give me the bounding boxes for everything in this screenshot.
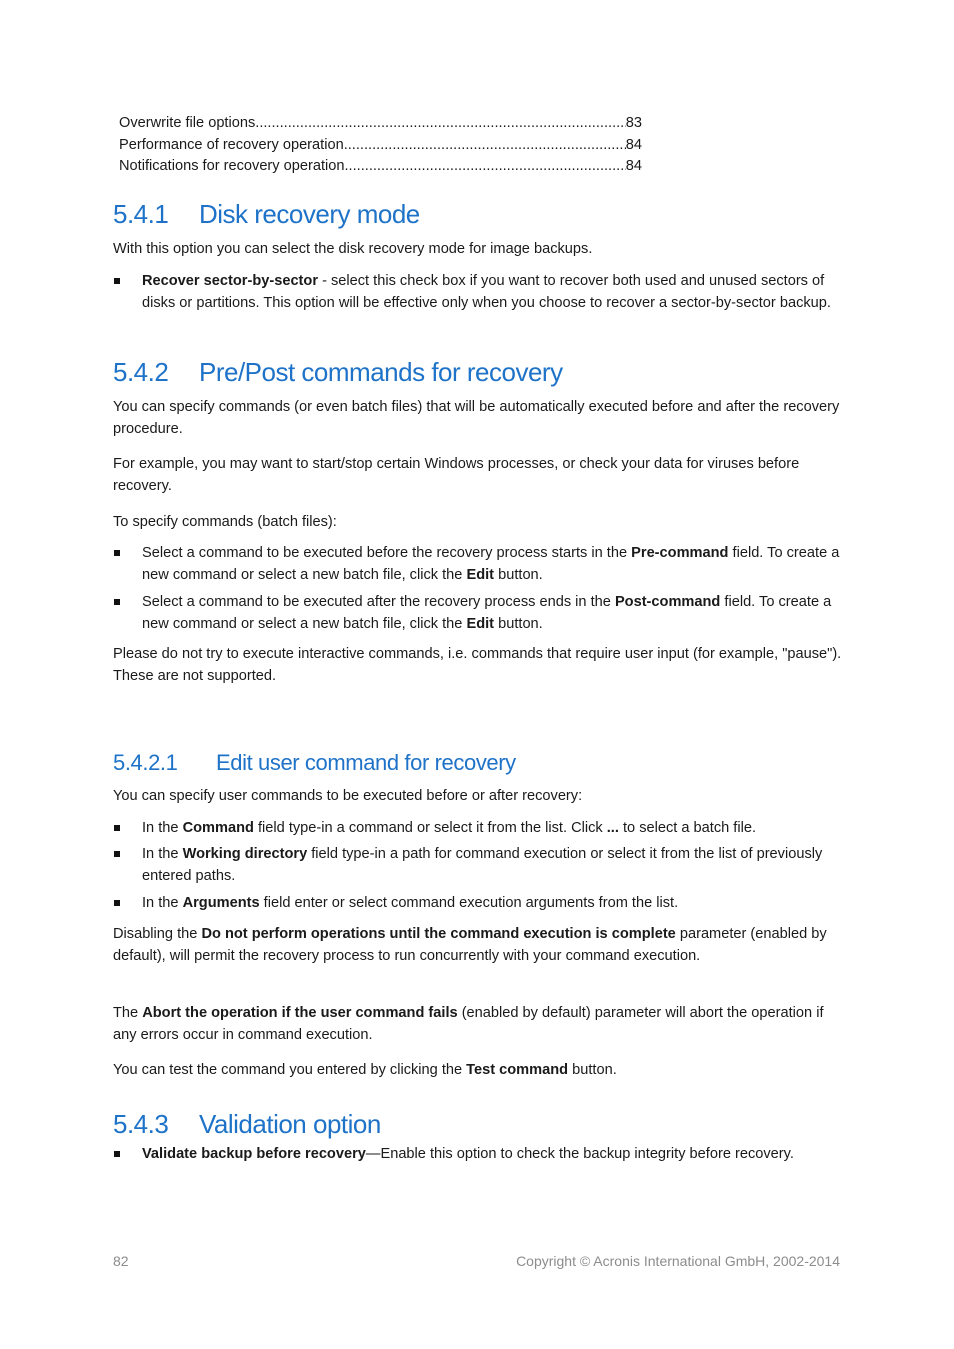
toc-entry[interactable]	[119, 113, 642, 135]
bold-term: Test command	[466, 1062, 569, 1078]
section-heading-pre-post-commands	[113, 357, 563, 387]
bold-term: Post-command	[614, 594, 721, 610]
toc-leader	[255, 113, 626, 135]
paragraph-text: The	[113, 1005, 143, 1021]
bullet-icon	[114, 1151, 120, 1157]
paragraph-text: (enabled by default) parameter will abort the operation if any errors occur in command execution.	[113, 1005, 824, 1043]
list-item-text: field. To create a new command or select a new batch file, click the	[142, 545, 840, 583]
toc-entry-page: 84	[625, 158, 642, 174]
paragraph-text: You can test the command you entered by clicking the	[113, 1062, 467, 1078]
bullet-icon	[114, 278, 120, 284]
paragraph	[113, 1003, 843, 1046]
toc-entry-page: 83	[625, 115, 642, 131]
section-number: 5.4.1	[113, 199, 169, 229]
bold-term: Edit	[466, 566, 495, 583]
list-item-text: In the	[142, 895, 183, 911]
list-item-text: Select a command to be executed before the recovery process starts in the	[142, 545, 632, 561]
bold-term: Working directory	[182, 846, 308, 862]
paragraph: You can specify commands (or even batch files) that will be automatically executed before and after the recovery procedure.	[113, 399, 840, 437]
list-item-text: to select a batch file.	[618, 820, 757, 836]
toc-leader	[345, 156, 626, 178]
bold-term: Validate backup before recovery	[142, 1146, 366, 1162]
subsection-heading-edit-user-command	[113, 750, 516, 776]
list-item-text: Select a command to be executed after the recovery process ends in the	[142, 594, 615, 610]
list-item	[142, 818, 842, 840]
toc-entry[interactable]	[119, 135, 642, 157]
list-item-text: button.	[494, 566, 543, 583]
paragraph-text: button.	[568, 1062, 617, 1078]
section-title: Edit user command for recovery	[216, 750, 516, 775]
toc-entry-title: Performance of recovery operation	[119, 136, 344, 153]
paragraph-text: parameter (enabled by default), will permit the recovery process to run concurrently with your command execution.	[113, 926, 827, 964]
list-item-text: —Enable this option to check the backup integrity before recovery.	[365, 1146, 794, 1162]
bold-term: ...	[606, 820, 619, 836]
list-item-text: field enter or select command execution arguments from the list.	[259, 895, 679, 911]
list-item	[142, 844, 842, 887]
bullet-icon	[114, 851, 120, 857]
toc-entry[interactable]	[119, 156, 642, 178]
bold-term: Arguments	[182, 895, 260, 911]
toc-entry-page: 84	[625, 136, 642, 153]
section-number: 5.4.2	[113, 357, 169, 387]
paragraph	[113, 924, 843, 967]
bold-term: Pre-command	[631, 545, 729, 561]
section-number: 5.4.2.1	[113, 750, 178, 775]
bold-term: Command	[182, 820, 254, 836]
paragraph: Please do not try to execute interactive commands, i.e. commands that require user input (for example, "pause"). These are not supported.	[113, 646, 842, 684]
list-item-text: field type-in a command or select it from the list. Click	[253, 820, 607, 836]
toc-entry-title: Overwrite file options	[119, 115, 256, 131]
section-title: Disk recovery mode	[199, 199, 420, 229]
section-heading-disk-recovery-mode	[113, 199, 420, 229]
list-item	[142, 893, 842, 915]
list-item	[142, 543, 842, 586]
list-item-text: - select this check box if you want to recover both used and unused sectors of disks or partitions. This option will be effective only when you choose to recover a sector-by-sector backup.	[142, 273, 831, 311]
toc-leader	[344, 135, 626, 157]
toc-list	[119, 113, 642, 178]
bold-term: Recover sector-by-sector	[142, 273, 319, 289]
list-item-text: field. To create a new command or select a new batch file, click the	[142, 594, 832, 632]
paragraph	[113, 1060, 843, 1082]
list-item-text: button.	[494, 615, 543, 632]
paragraph-text: Disabling the	[113, 926, 202, 942]
list-item	[142, 271, 842, 314]
list-item-text: In the	[142, 820, 183, 836]
paragraph: For example, you may want to start/stop certain Windows processes, or check your data for viruses before recovery.	[113, 456, 800, 494]
section-number: 5.4.3	[113, 1109, 169, 1139]
list-item-text: field type-in a path for command execution or select it from the list of previously entered paths.	[142, 846, 823, 884]
bullet-icon	[114, 550, 120, 556]
list-item	[142, 592, 842, 635]
copyright-notice: Copyright © Acronis International GmbH, 2002-2014	[516, 1253, 840, 1269]
paragraph: You can specify user commands to be executed before or after recovery:	[113, 788, 583, 804]
bold-term: Do not perform operations until the command execution is complete	[201, 926, 676, 942]
section-heading-validation-option	[113, 1109, 381, 1139]
bold-term: Abort the operation if the user command fails	[142, 1005, 458, 1021]
bullet-icon	[114, 900, 120, 906]
bullet-icon	[114, 599, 120, 605]
section-title: Pre/Post commands for recovery	[199, 357, 563, 387]
list-item	[142, 1144, 842, 1166]
page-number: 82	[113, 1253, 129, 1269]
paragraph: With this option you can select the disk recovery mode for image backups.	[113, 241, 593, 257]
bold-term: Edit	[466, 615, 495, 632]
paragraph: To specify commands (batch files):	[113, 514, 337, 530]
bullet-icon	[114, 825, 120, 831]
toc-entry-title: Notifications for recovery operation	[119, 158, 345, 174]
section-title: Validation option	[199, 1109, 381, 1139]
list-item-text: In the	[142, 846, 183, 862]
